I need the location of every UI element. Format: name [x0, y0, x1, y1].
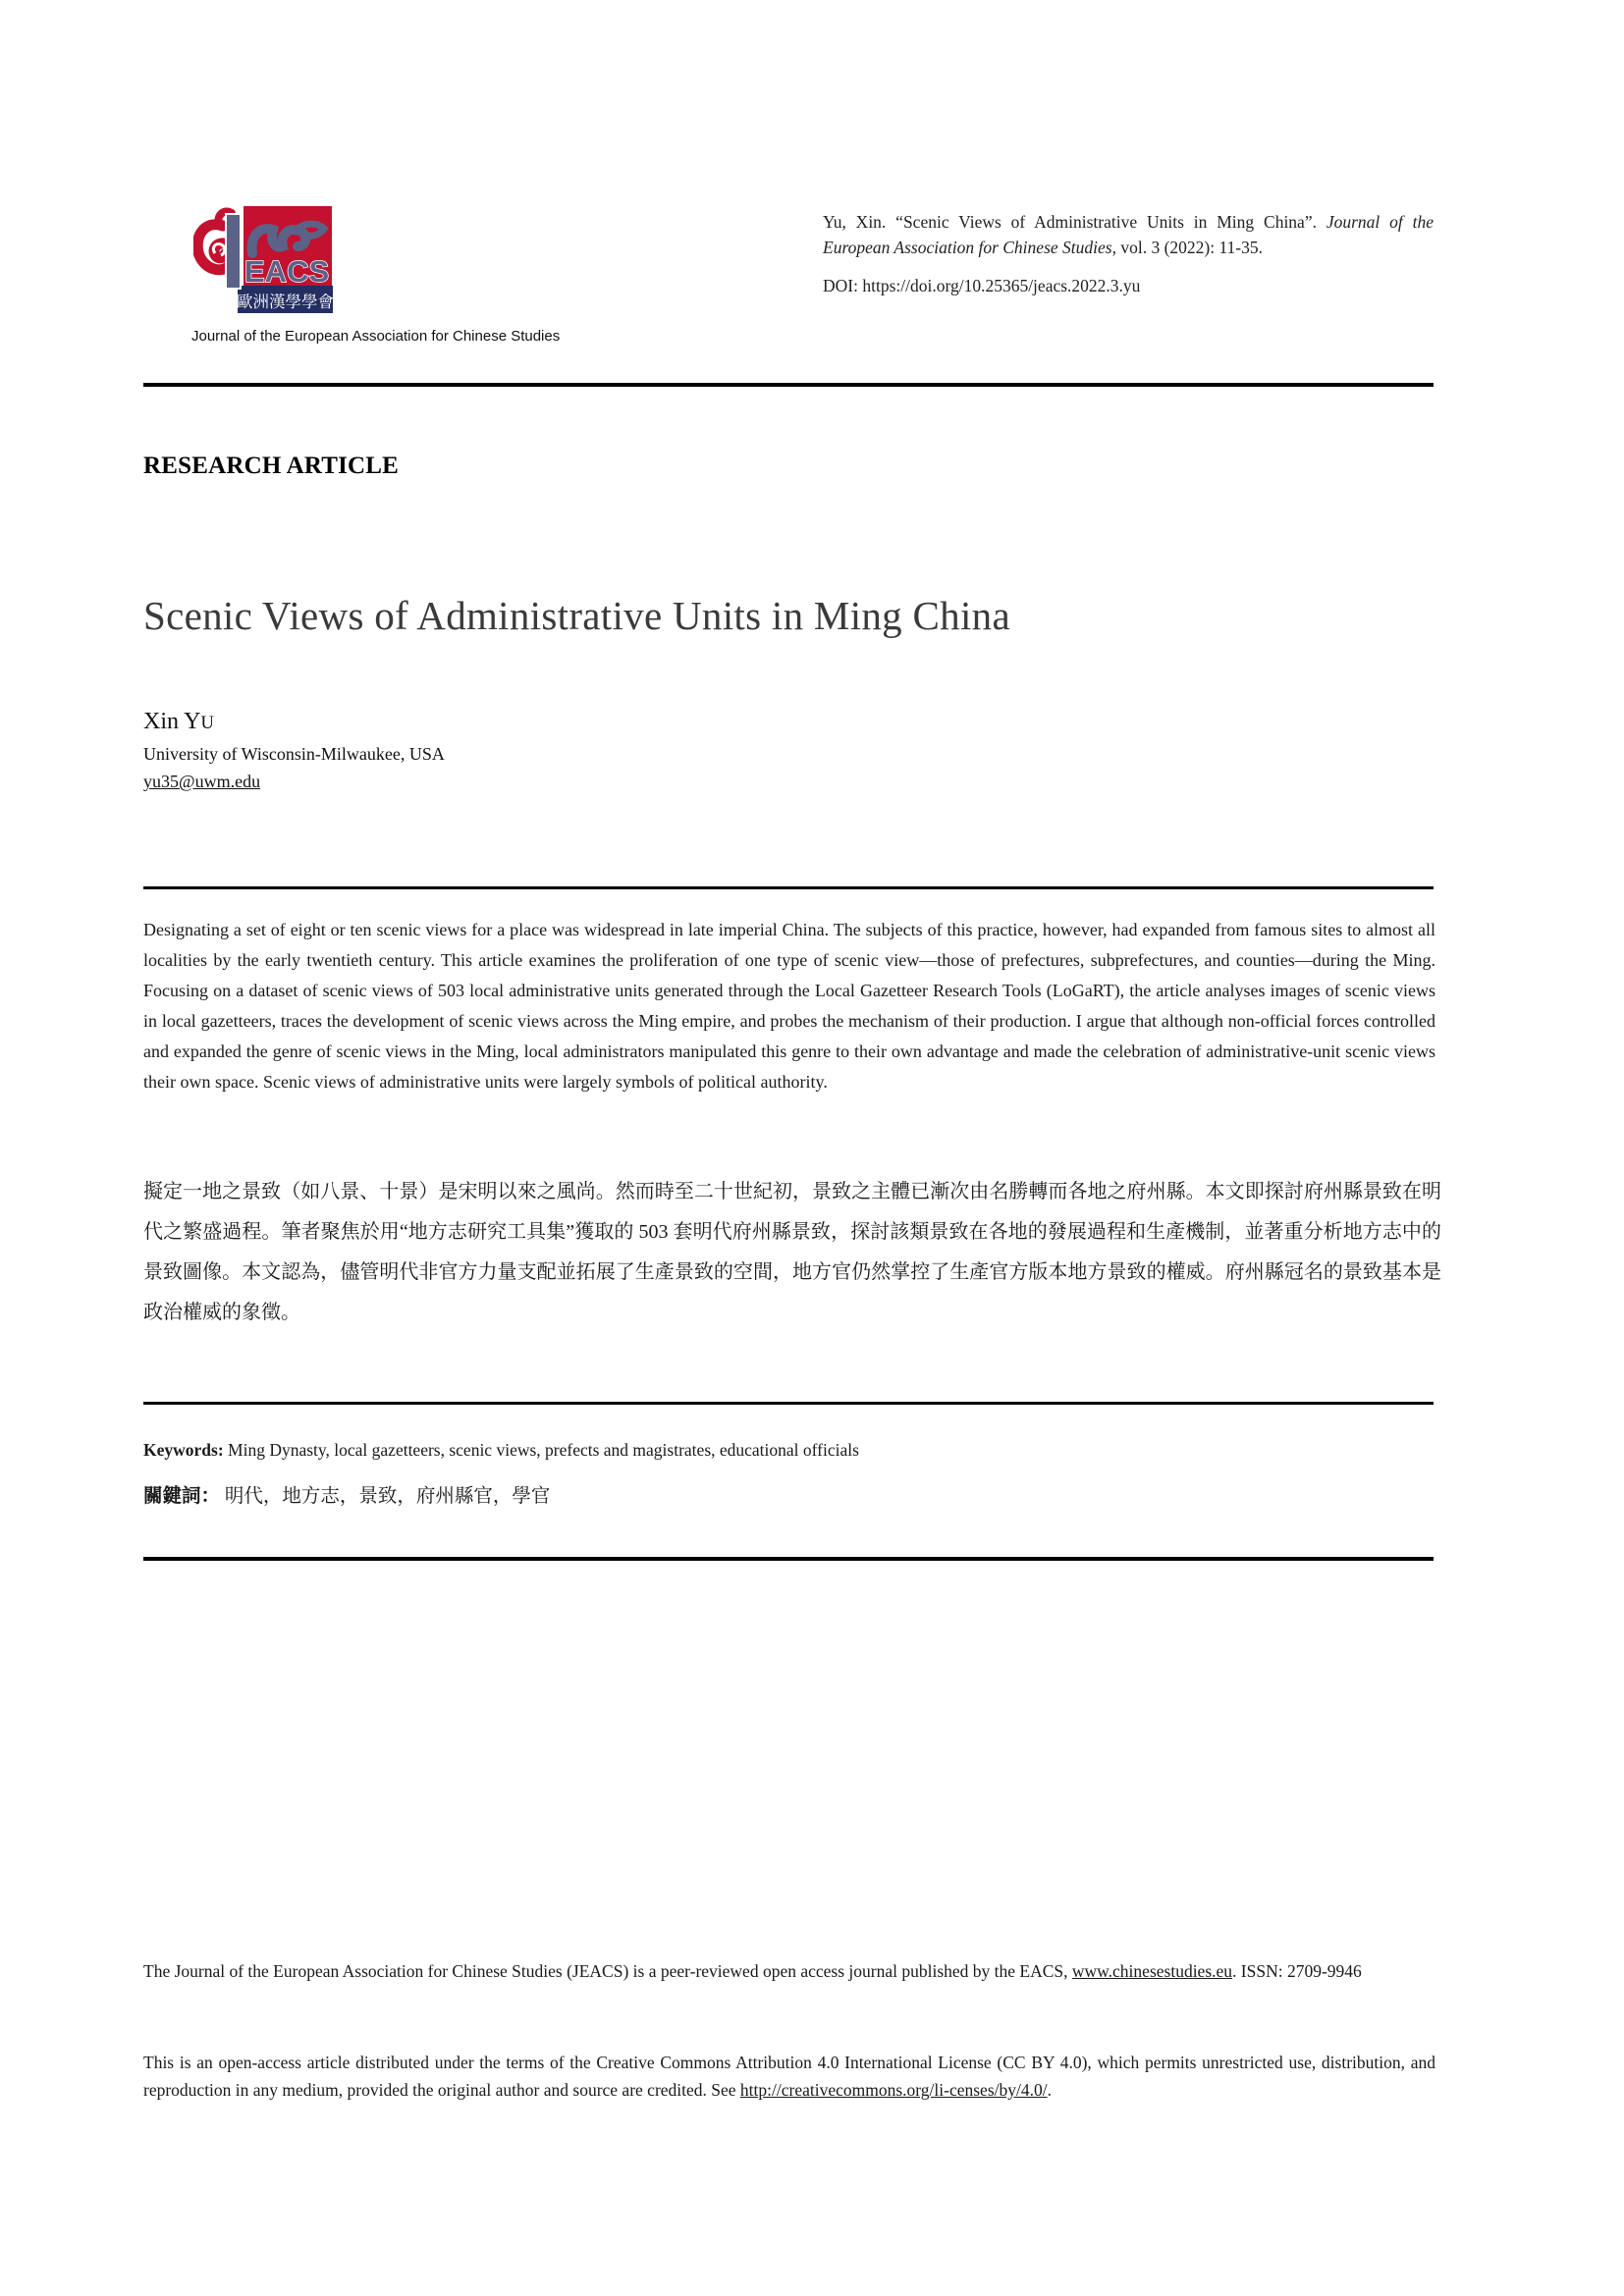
logo-blue-bar [226, 214, 241, 289]
research-article-label: RESEARCH ARTICLE [143, 453, 400, 479]
citation-before: Yu, Xin. “Scenic Views of Administrative Units in Ming China”. [823, 212, 1326, 232]
keywords-text-en: Ming Dynasty, local gazetteers, scenic views, prefects and magistrates, educational officials [223, 1440, 859, 1460]
footer-p1-after: . ISSN: 2709-9946 [1232, 1961, 1362, 1981]
eacs-logo-icon [193, 202, 334, 318]
journal-logo-block [191, 202, 645, 345]
keywords-english [143, 1440, 1435, 1461]
creativecommons-link[interactable]: http://creativecommons.org/li-censes/by/4.0/ [739, 2080, 1048, 2100]
footer-p2-text: This is an open-access article distributed under the terms of the Creative Commons Attribution 4.0 International License (CC BY 4.0), which permits unrestricted use, distribution, and reproduction in any medium, provided the original author and source are credited. See [143, 2053, 1435, 2100]
citation-journal-title: Journal of the European Association for Chinese Studies [823, 212, 1434, 257]
journal-name-caption: Journal of the European Association for Chinese Studies [191, 328, 561, 345]
header-divider [143, 383, 1434, 387]
author-family-smallcap: U [200, 714, 214, 733]
keywords-divider-bottom [143, 1557, 1434, 1561]
footer-license-note [143, 2049, 1435, 2104]
article-title: Scenic Views of Administrative Units in Ming China [143, 593, 1010, 638]
author-affiliation: University of Wisconsin-Milwaukee, USA [143, 744, 445, 764]
abstract-english: Designating a set of eight or ten scenic views for a place was widespread in late imperial China. The subjects of this practice, however, had expanded from famous sites to almost all localities by the early twentieth century. This article examines the proliferation of one type of scenic view—those of prefectures, subprefectures, and counties—during the Ming. Focusing on a dataset of scenic views of 503 local administrative units generated through the Local Gazetteer Research Tools (LoGaRT), the article analyses images of scenic views in local gazetteers, traces the development of scenic views across the Ming empire, and probes the mechanism of their production. I argue that although non-official forces controlled and expanded the genre of scenic views in the Ming, local administrators manipulated this genre to their own advantage and made the celebration of administrative-unit scenic views their own space. Scenic views of administrative units were largely symbols of political authority. [143, 920, 1435, 1092]
logo-acronym: EACS [244, 254, 330, 289]
chinesestudies-link[interactable]: www.chinesestudies.eu [1071, 1961, 1233, 1981]
author-email-line [143, 772, 445, 792]
citation-after: , vol. 3 (2022): 11-35. [1111, 238, 1264, 257]
citation-block [823, 209, 1434, 298]
keywords-label-zh: 關鍵詞： [143, 1486, 221, 1507]
footer-p1-text: The Journal of the European Association for Chinese Studies (JEACS) is a peer-reviewed open access journal published by the EACS, [143, 1961, 1072, 1981]
author-given-name: Xin Y [143, 709, 201, 734]
keywords-chinese [143, 1480, 1435, 1508]
logo-chinese-name: 歐洲漢學學會 [237, 294, 334, 311]
keywords-divider-top [143, 1402, 1434, 1405]
abstract-chinese: 擬定一地之景致（如八景、十景）是宋明以來之風尚。然而時至二十世紀初，景致之主體已漸次由名勝轉而各地之府州縣。本文即探討府州縣景致在明代之繁盛過程。筆者聚焦於用“地方志研究工具集”獲取的 503 套明代府州縣景致，探討該類景致在各地的發展過程和生產機制，並著重分析地方志中的景致圖像。本文認為，儘管明代非官方力量支配並拓展了生產景致的空間，地方官仍然掌控了生產官方版本地方景致的權威。府州縣冠名的景致基本是政治權威的象徵。 [143, 1181, 1441, 1323]
footer-p2-after: . [1047, 2080, 1052, 2100]
author-email-link[interactable]: yu35@uwm.edu [143, 772, 261, 791]
keywords-label-en: Keywords: [143, 1440, 224, 1460]
author-block [143, 709, 445, 792]
doi-text: DOI: https://doi.org/10.25365/jeacs.2022.3.yu [823, 276, 1141, 295]
keywords-text-zh: 明代，地方志，景致，府州縣官，學官 [220, 1486, 551, 1507]
citation-text [823, 209, 1434, 260]
author-name [143, 709, 445, 735]
footer-journal-note [143, 1957, 1435, 1985]
abstract-divider [143, 886, 1434, 889]
